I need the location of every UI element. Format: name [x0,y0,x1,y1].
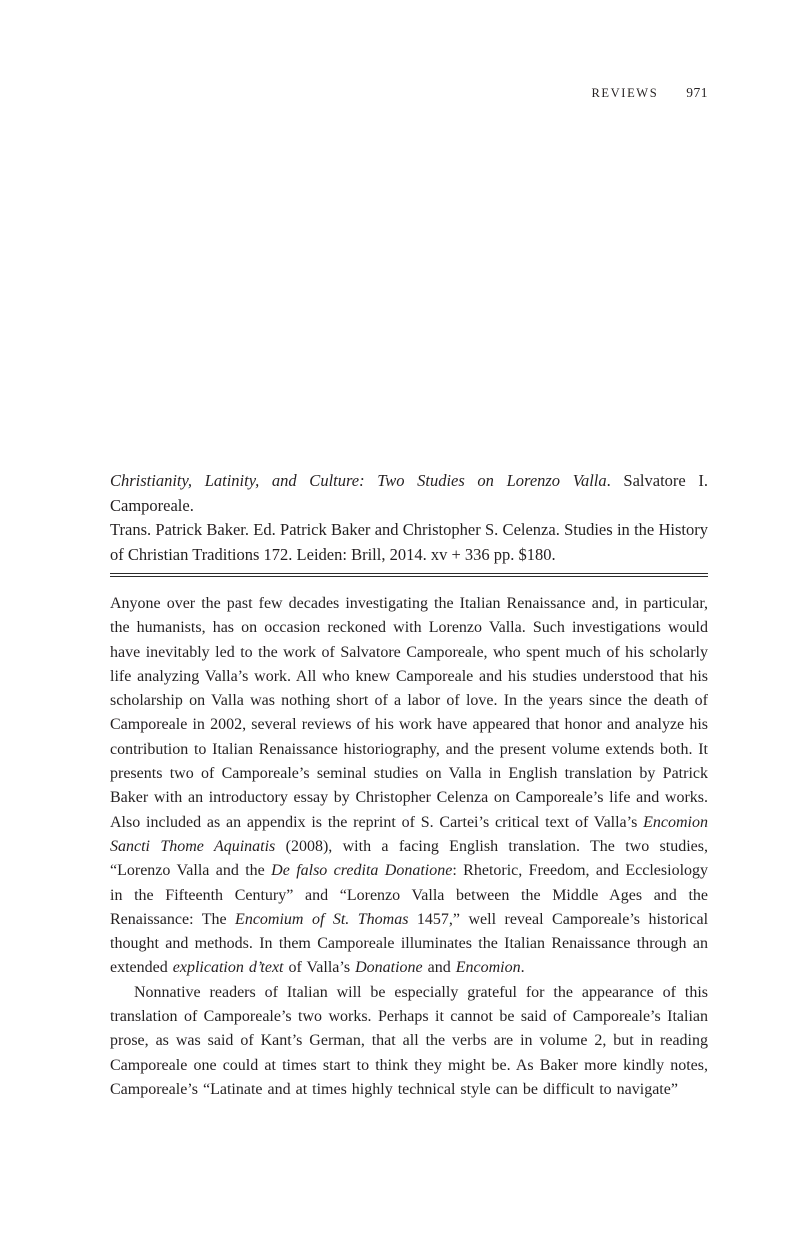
page-number: 971 [686,85,708,100]
review-paragraph-2: Nonnative readers of Italian will be especially grateful for the appearance of this translation of Camporeale’s two works. Perhaps it cannot be said of Camporeale’s Italian prose, as was said of Kant’s German, that all the verbs are in volume 2, but in reading Camporeale one could at times start to think they might be. As Baker more kindly notes, Camporeale’s “Latinate and at times highly technical style can be difficult to navigate” [110,983,708,1098]
citation-title: Christianity, Latinity, and Culture: Two Studies on Lorenzo Valla. Salvatore I. Camporeale. [110,471,708,515]
citation-details: Trans. Patrick Baker. Ed. Patrick Baker and Christopher S. Celenza. Studies in the History of Christian Traditions 172. Leiden: Brill, 2014. xv + 336 pp. $180. [110,520,708,564]
review-paragraph-1: Anyone over the past few decades investigating the Italian Renaissance and, in particular, the humanists, has on occasion reckoned with Lorenzo Valla. Such investigations would have inevitably led to the work of Salvatore Camporeale, who spent much of his scholarly life analyzing Valla’s work. All who knew Camporeale and his studies understood that his scholarship on Valla was nothing short of a labor of love. In the years since the death of Camporeale in 2002, several reviews of his work have appeared that honor and analyze his contribution to Italian Renaissance historiography, and the present volume extends both. It presents two of Camporeale’s seminal studies on Valla in English translation by Patrick Baker with an introductory essay by Christopher Celenza on Camporeale’s life and works. Also included as an appendix is the reprint of S. Cartei’s critical text of Valla’s Encomion Sancti Thome Aquinatis (2008), with a facing English translation. The two studies, “Lorenzo Valla and the De falso credita Donatione: Rhetoric, Freedom, and Ecclesiology in the Fifteenth Century” and “Lorenzo Valla between the Middle Ages and the Renaissance: The Encomium of St. Thomas 1457,” well reveal Camporeale’s historical thought and methods. In them Camporeale illuminates the Italian Renaissance through an extended explication d’text of Valla’s Donatione and Encomion. [110,595,709,977]
section-label: REVIEWS [591,86,659,100]
review-body [110,592,708,1102]
running-header [110,85,708,101]
divider-rule [110,573,708,577]
citation-block [110,469,708,567]
